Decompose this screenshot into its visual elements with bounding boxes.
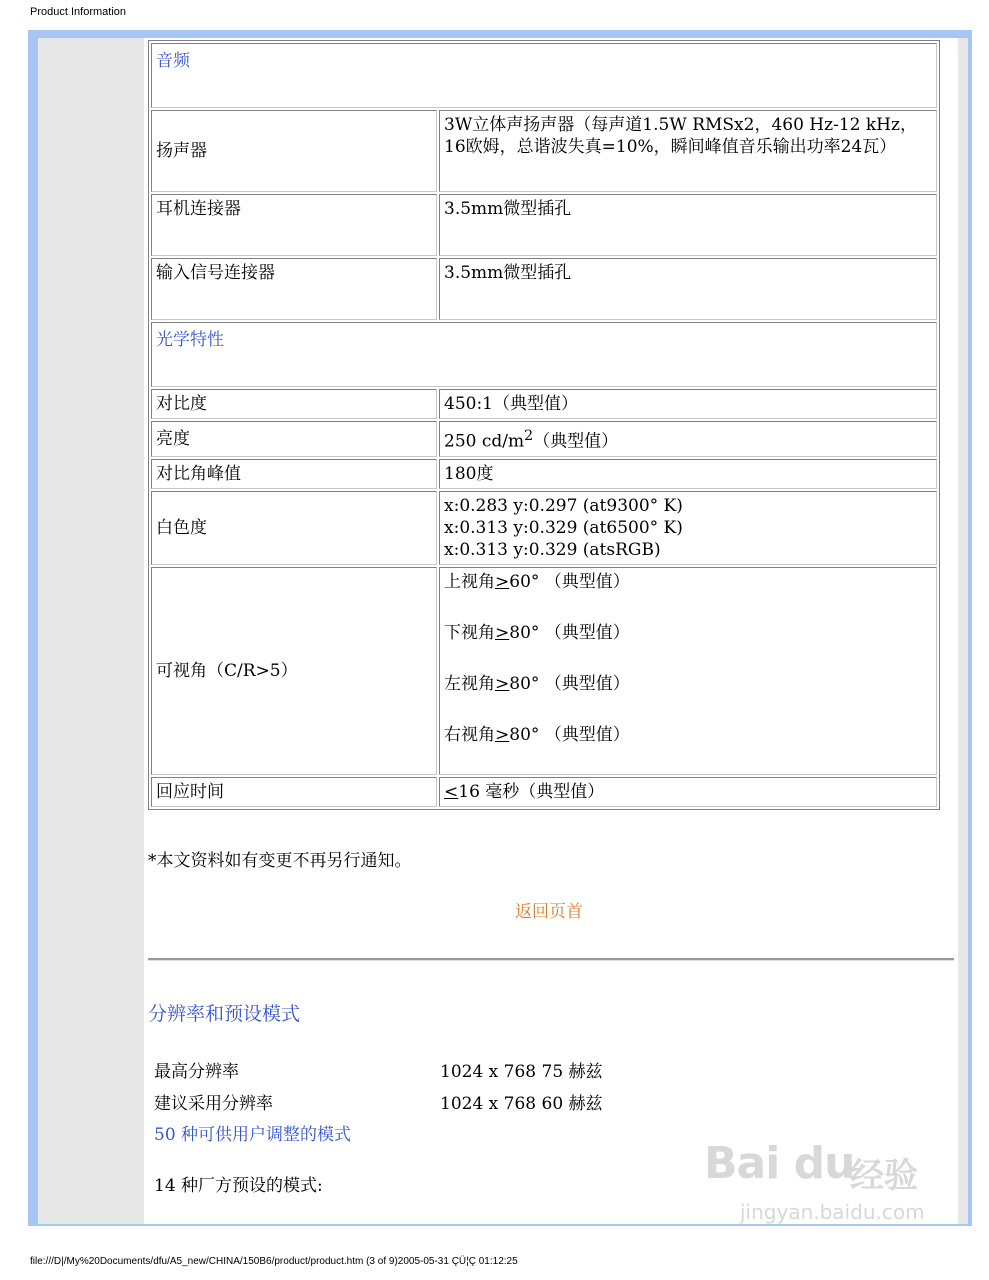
max-resolution-label: 最高分辨率: [154, 1062, 239, 1082]
viewing-angle-symbol: >: [495, 724, 510, 745]
table-row: [151, 491, 937, 565]
right-strip: [958, 38, 968, 1224]
viewing-angle-value: 80° （典型值）: [509, 622, 630, 643]
viewing-angle-symbol: >: [495, 673, 510, 694]
preset-modes-text: 14 种厂方预设的模式:: [154, 1176, 323, 1196]
table-row: [151, 43, 937, 108]
headphone-label: 耳机连接器: [151, 194, 437, 256]
input-connector-value: 3.5mm微型插孔: [439, 258, 937, 320]
viewing-angle-line: [444, 724, 932, 746]
white-point-line: x:0.283 y:0.297 (at9300° K): [444, 495, 683, 516]
response-time-number: 16 毫秒（典型值）: [458, 781, 605, 802]
optical-section-header: 光学特性: [151, 322, 937, 387]
viewing-angle-value: 60° （典型值）: [509, 571, 630, 592]
watermark-brand: Bai du: [704, 1138, 855, 1189]
table-row: [151, 567, 937, 775]
table-row: [151, 194, 937, 256]
watermark-jingyan: 经验: [850, 1156, 918, 1196]
brightness-label: 亮度: [151, 421, 437, 457]
contrast-value: 450:1（典型值）: [439, 389, 937, 419]
audio-section-header: 音频: [151, 43, 937, 108]
section-divider: [148, 958, 954, 961]
viewing-angle-symbol: >: [495, 571, 510, 592]
table-row: [151, 110, 937, 192]
back-to-top-link[interactable]: 返回页首: [515, 902, 583, 922]
brightness-number: 250 cd/m: [444, 431, 525, 452]
viewing-angle-line: [444, 622, 932, 644]
print-header: Product Information: [30, 6, 126, 18]
spec-table: [148, 40, 940, 810]
table-row: [151, 258, 937, 320]
viewing-angle-line: [444, 673, 932, 695]
max-resolution-row: [154, 1057, 603, 1082]
viewing-angle-symbol: >: [495, 622, 510, 643]
table-row: [151, 322, 937, 387]
viewing-angle-direction: 下视角: [444, 622, 495, 643]
table-row: [151, 421, 937, 457]
watermark-url: jingyan.baidu.com: [740, 1200, 925, 1224]
white-point-line: x:0.313 y:0.329 (atsRGB): [444, 539, 661, 560]
change-notice: *本文资料如有变更不再另行通知。: [148, 851, 412, 871]
viewing-angle-label: 可视角（C/R>5）: [151, 567, 437, 775]
response-time-symbol: <: [444, 781, 459, 802]
print-footer: file:///D|/My%20Documents/dfu/A5_new/CHINA/150B6/product/product.htm (3 of 9)2005-05-31 ÇÜ¦Ç 01:12:25: [30, 1256, 518, 1267]
white-point-label: 白色度: [151, 491, 437, 565]
peak-angle-label: 对比角峰值: [151, 459, 437, 489]
left-sidebar: [38, 38, 144, 1224]
brightness-value: [439, 421, 937, 457]
input-connector-label: 输入信号连接器: [151, 258, 437, 320]
response-time-value: [439, 777, 937, 807]
table-row: [151, 777, 937, 807]
viewing-angle-direction: 右视角: [444, 724, 495, 745]
headphone-value: 3.5mm微型插孔: [439, 194, 937, 256]
peak-angle-value: 180度: [439, 459, 937, 489]
user-modes-link[interactable]: 50 种可供用户调整的模式: [154, 1125, 352, 1145]
response-time-label: 回应时间: [151, 777, 437, 807]
resolution-section-title: 分辨率和预设模式: [148, 1003, 301, 1025]
viewing-angle-direction: 左视角: [444, 673, 495, 694]
white-point-values: [439, 491, 937, 565]
recommended-resolution-row: [154, 1089, 603, 1114]
speaker-label: 扬声器: [151, 110, 437, 192]
white-point-line: x:0.313 y:0.329 (at6500° K): [444, 517, 683, 538]
recommended-resolution-value: 1024 x 768 60 赫兹: [440, 1094, 603, 1114]
speaker-value: 3W立体声扬声器（每声道1.5W RMSx2，460 Hz-12 kHz，16欧姆，总谐波失真=10%，瞬间峰值音乐输出功率24瓦）: [439, 110, 937, 192]
viewing-angle-direction: 上视角: [444, 571, 495, 592]
viewing-angle-line: [444, 571, 932, 593]
brightness-suffix: （典型值）: [533, 431, 619, 452]
viewing-angle-value: 80° （典型值）: [509, 724, 630, 745]
brightness-superscript: 2: [524, 428, 534, 444]
baidu-watermark: [700, 1128, 950, 1238]
table-row: [151, 389, 937, 419]
viewing-angle-value: 80° （典型值）: [509, 673, 630, 694]
max-resolution-value: 1024 x 768 75 赫兹: [440, 1062, 603, 1082]
contrast-label: 对比度: [151, 389, 437, 419]
recommended-resolution-label: 建议采用分辨率: [154, 1094, 273, 1114]
viewing-angle-values: [439, 567, 937, 775]
table-row: [151, 459, 937, 489]
